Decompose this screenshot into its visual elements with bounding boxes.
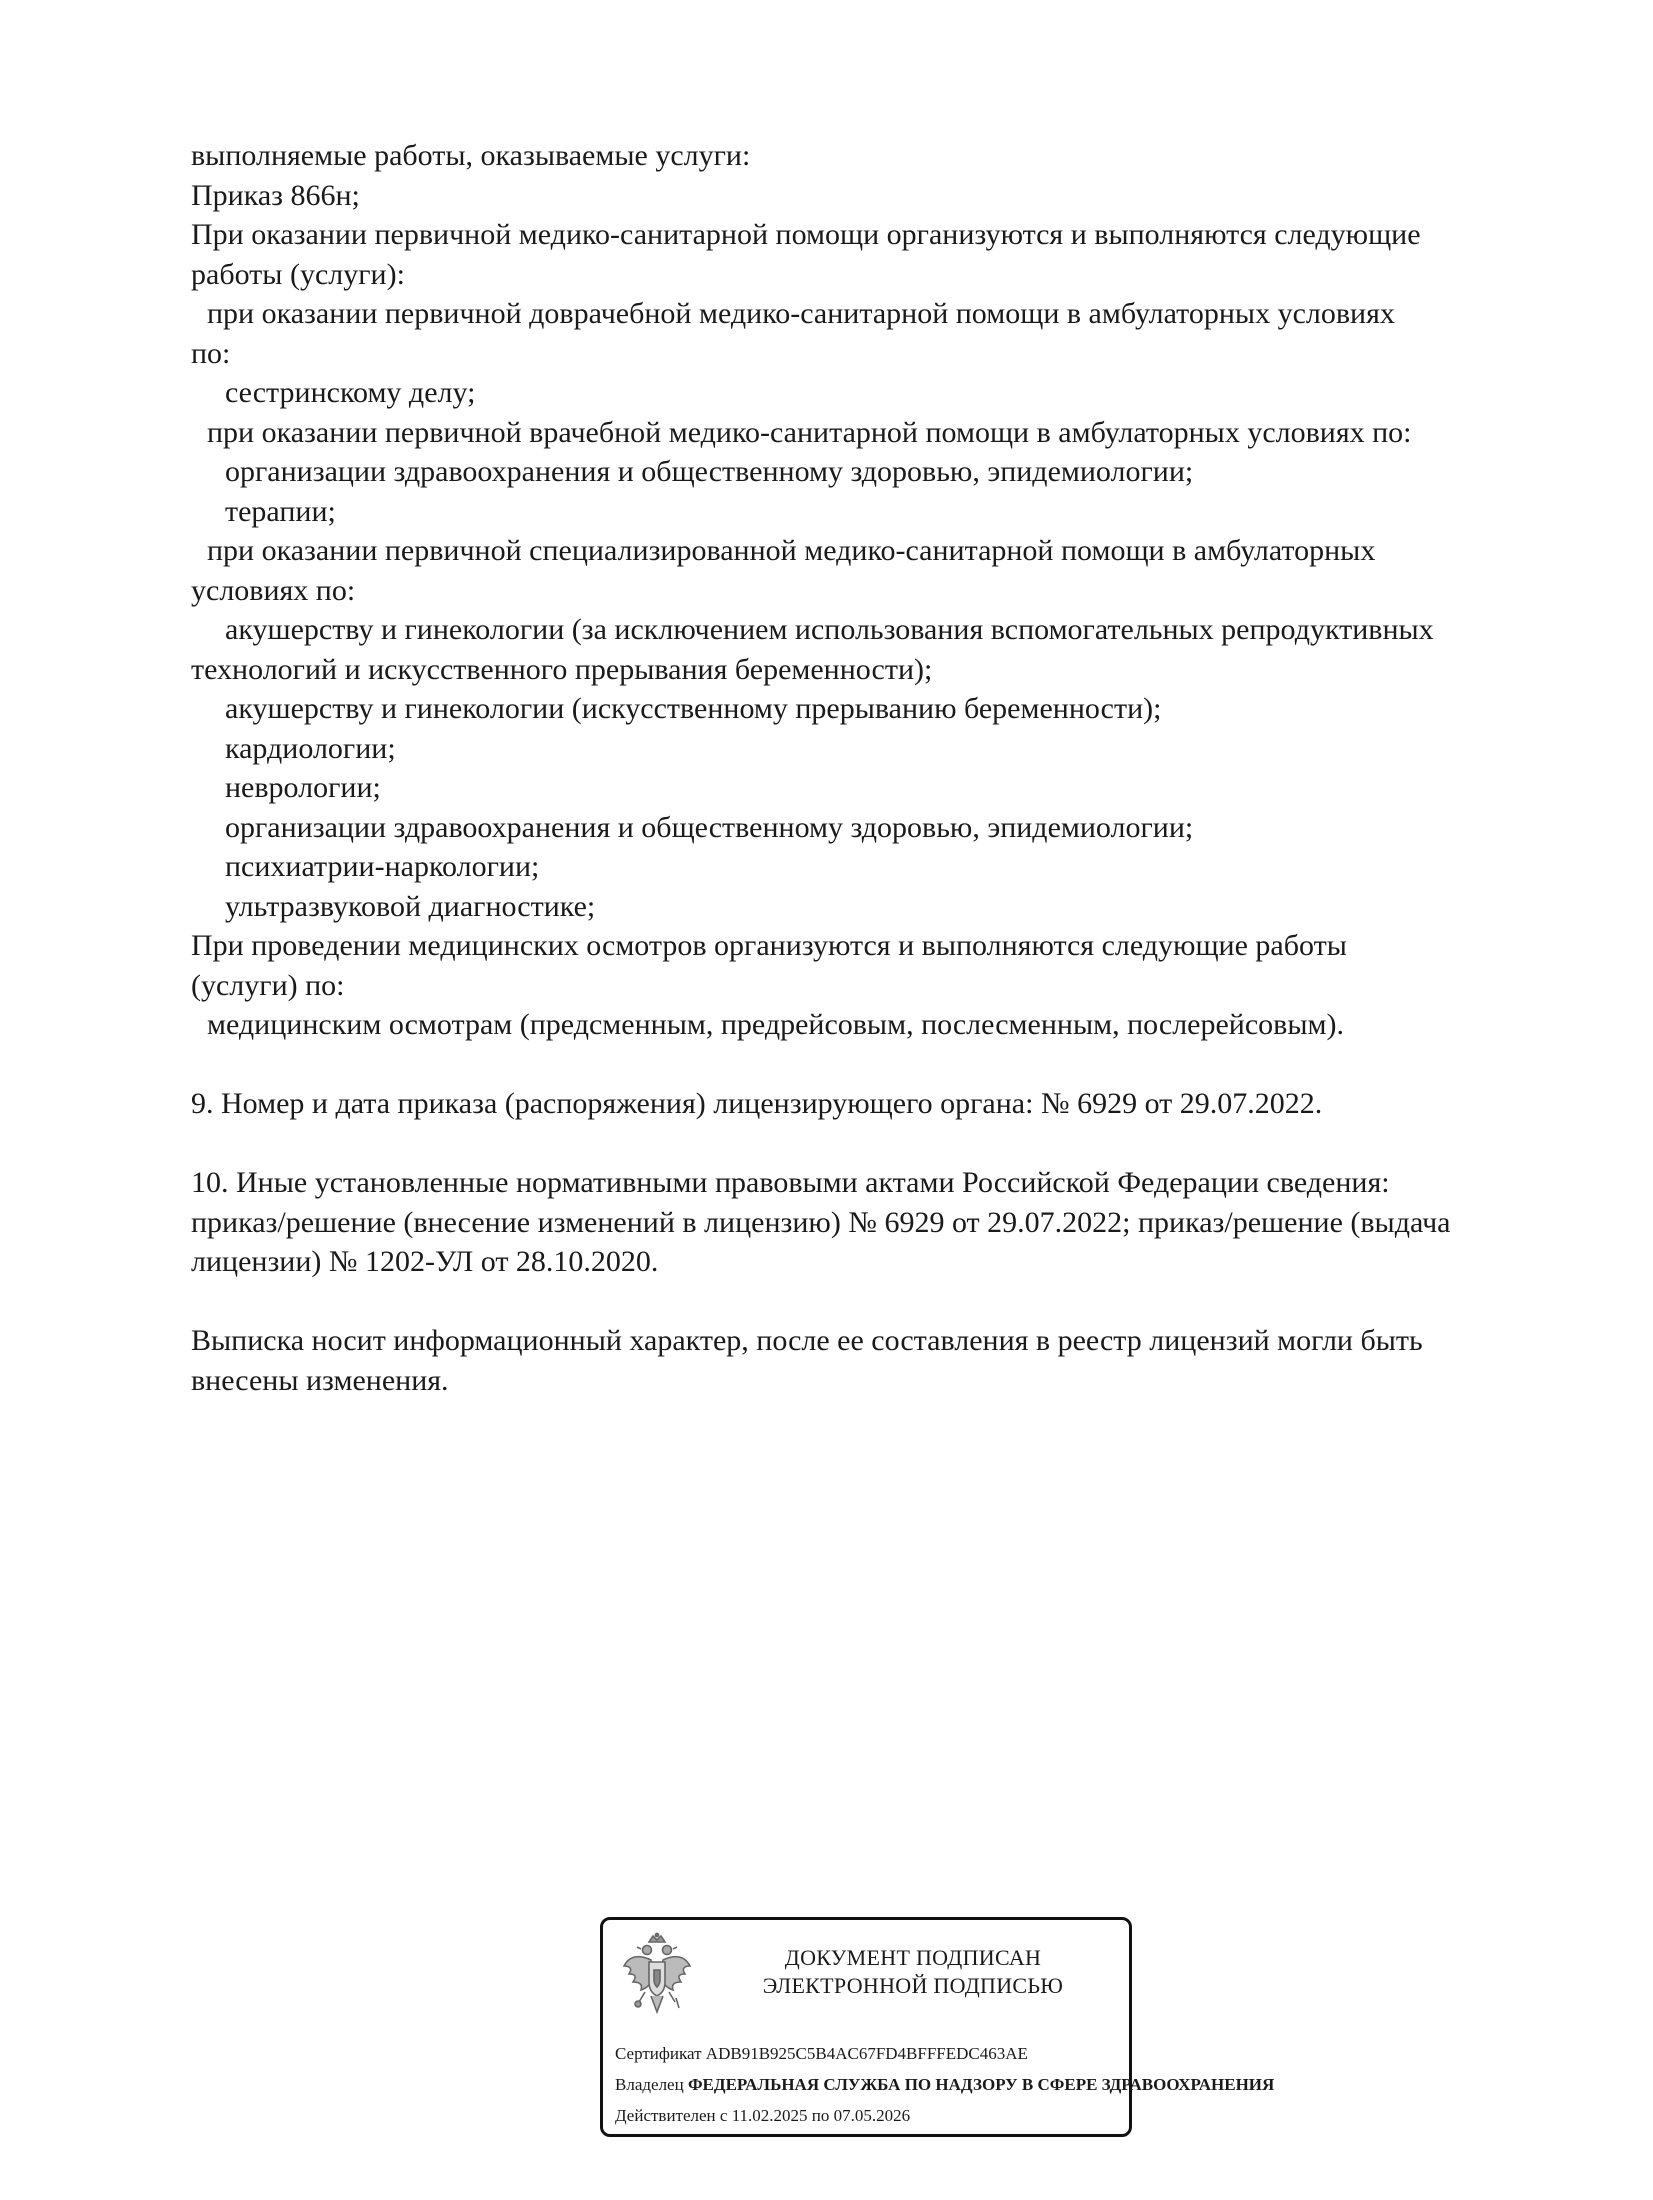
text-line: сестринскому делу; xyxy=(225,376,476,409)
blank-line xyxy=(191,1124,1561,1164)
text-line: медицинским осмотрам (предсменным, предрейсовым, послесменным, послерейсовым). xyxy=(207,1008,1344,1041)
text-line: Приказ 866н; xyxy=(191,178,360,212)
text-line: при оказании первичной врачебной медико-санитарной помощи в амбулаторных условиях по: xyxy=(207,415,1412,449)
text-line: При проведении медицинских осмотров организуются и выполняются следующие работы xyxy=(191,929,1347,962)
certificate-label: Сертификат xyxy=(615,2044,702,2063)
text-line: при оказании первичной доврачебной медико-санитарной помощи в амбулаторных условиях xyxy=(207,297,1395,330)
stamp-title xyxy=(713,1944,1113,2000)
stamp-title-line-1: ДОКУМЕНТ ПОДПИСАН xyxy=(784,1945,1042,1970)
blank-line xyxy=(191,1045,1561,1085)
text-line: по: xyxy=(191,336,231,370)
certificate-row xyxy=(615,2038,1215,2069)
text-line: работы (услуги): xyxy=(191,257,405,291)
text-line: организации здравоохранения и общественному здоровью, эпидемиологии; xyxy=(225,810,1194,844)
document-body xyxy=(191,136,1561,1400)
text-line: терапии; xyxy=(225,494,336,528)
text-line: Выписка носит информационный характер, после ее составления в реестр лицензий могли быть xyxy=(191,1324,1423,1357)
blank-line xyxy=(191,1282,1561,1322)
owner-row xyxy=(615,2069,1275,2100)
owner-value: ФЕДЕРАЛЬНАЯ СЛУЖБА ПО НАДЗОРУ В СФЕРЕ ЗДРАВООХРАНЕНИЯ xyxy=(687,2075,1275,2094)
certificate-value: ADB91B925C5B4AC67FD4BFFFEDC463AE xyxy=(705,2044,1028,2063)
text-line: психиатрии-наркологии; xyxy=(225,850,540,883)
text-line: (услуги) по: xyxy=(191,968,345,1002)
text-line: При оказании первичной медико-санитарной помощи организуются и выполняются следующие xyxy=(191,218,1421,251)
validity-row: Действителен с 11.02.2025 по 07.05.2026 xyxy=(615,2106,911,2125)
text-line: при оказании первичной специализированной медико-санитарной помощи в амбулаторных xyxy=(207,534,1376,567)
russian-coat-of-arms-icon xyxy=(621,1932,693,2024)
text-line: акушерству и гинекологии (искусственному прерыванию беременности); xyxy=(225,692,1162,725)
stamp-title-line-2: ЭЛЕКТРОННОЙ ПОДПИСЬЮ xyxy=(762,1973,1064,1998)
text-line: 9. Номер и дата приказа (распоряжения) лицензирующего органа: № 6929 от 29.07.2022. xyxy=(191,1087,1323,1120)
text-line: внесены изменения. xyxy=(191,1363,449,1397)
text-line: кардиологии; xyxy=(225,731,396,765)
text-line: выполняемые работы, оказываемые услуги: xyxy=(191,139,751,172)
text-line: технологий и искусственного прерывания беременности); xyxy=(191,652,933,686)
text-line: лицензии) № 1202-УЛ от 28.10.2020. xyxy=(191,1245,659,1278)
text-line: акушерству и гинекологии (за исключением использования вспомогательных репродуктивных xyxy=(225,613,1434,646)
text-line: 10. Иные установленные нормативными правовыми актами Российской Федерации сведения: xyxy=(191,1166,1390,1199)
text-line: условиях по: xyxy=(191,573,356,607)
text-line: приказ/решение (внесение изменений в лицензию) № 6929 от 29.07.2022; приказ/решение (выдача xyxy=(191,1205,1451,1239)
text-line: организации здравоохранения и общественному здоровью, эпидемиологии; xyxy=(225,455,1194,488)
text-line: ультразвуковой диагностике; xyxy=(225,889,596,923)
stamp-details xyxy=(615,2038,1275,2131)
electronic-signature-stamp xyxy=(600,1917,1275,2137)
owner-label: Владелец xyxy=(615,2075,684,2094)
text-line: неврологии; xyxy=(225,771,381,804)
